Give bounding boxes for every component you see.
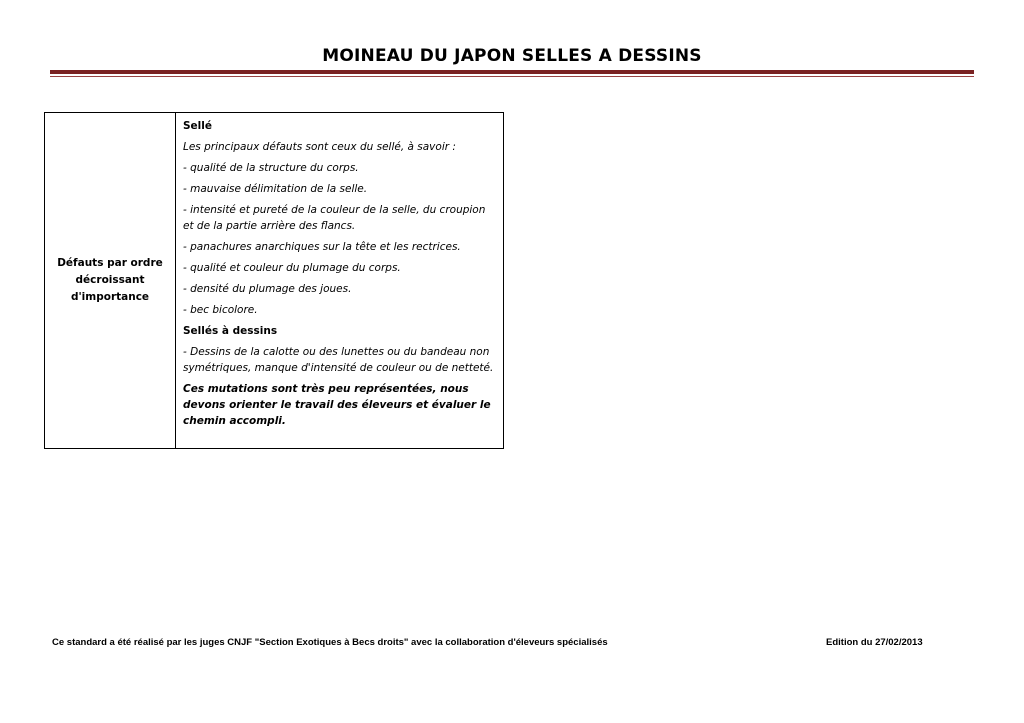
closing-text: Ces mutations sont très peu représentées, nous devons orienter le travail des éleveurs et évaluer le chemin accompli. [183,383,491,427]
title-divider [50,70,974,74]
intro-text: Les principaux défauts sont ceux du sellé, à savoir : [183,141,456,153]
list-item: - qualité de la structure du corps. [183,162,359,174]
footer-edition: Edition du 27/02/2013 [826,637,923,648]
table-left-cell [45,113,176,448]
list-item: - Dessins de la calotte ou des lunettes ou du bandeau non symétriques, manque d'intensité de couleur ou de netteté. [183,346,494,374]
row-label: Défauts par ordre décroissant d'importance [57,257,163,303]
footer-credit: Ce standard a été réalisé par les juges CNJF "Section Exotiques à Becs droits" avec la collaboration d'éleveurs spécialisés [52,637,608,648]
list-item: - intensité et pureté de la couleur de la selle, du croupion et de la partie arrière des flancs. [183,204,486,232]
list-item: - bec bicolore. [183,304,258,316]
section-heading-selles-a-dessins: Sellés à dessins [183,325,278,337]
defects-table [44,112,504,449]
title-divider-thin [50,76,974,77]
list-item: - qualité et couleur du plumage du corps. [183,262,401,274]
table-right-cell [176,113,503,448]
section-heading-selle: Sellé [183,120,213,132]
list-item: - panachures anarchiques sur la tête et les rectrices. [183,241,461,253]
list-item: - mauvaise délimitation de la selle. [183,183,368,195]
list-item: - densité du plumage des joues. [183,283,352,295]
page-title: MOINEAU DU JAPON SELLES A DESSINS [322,46,702,66]
